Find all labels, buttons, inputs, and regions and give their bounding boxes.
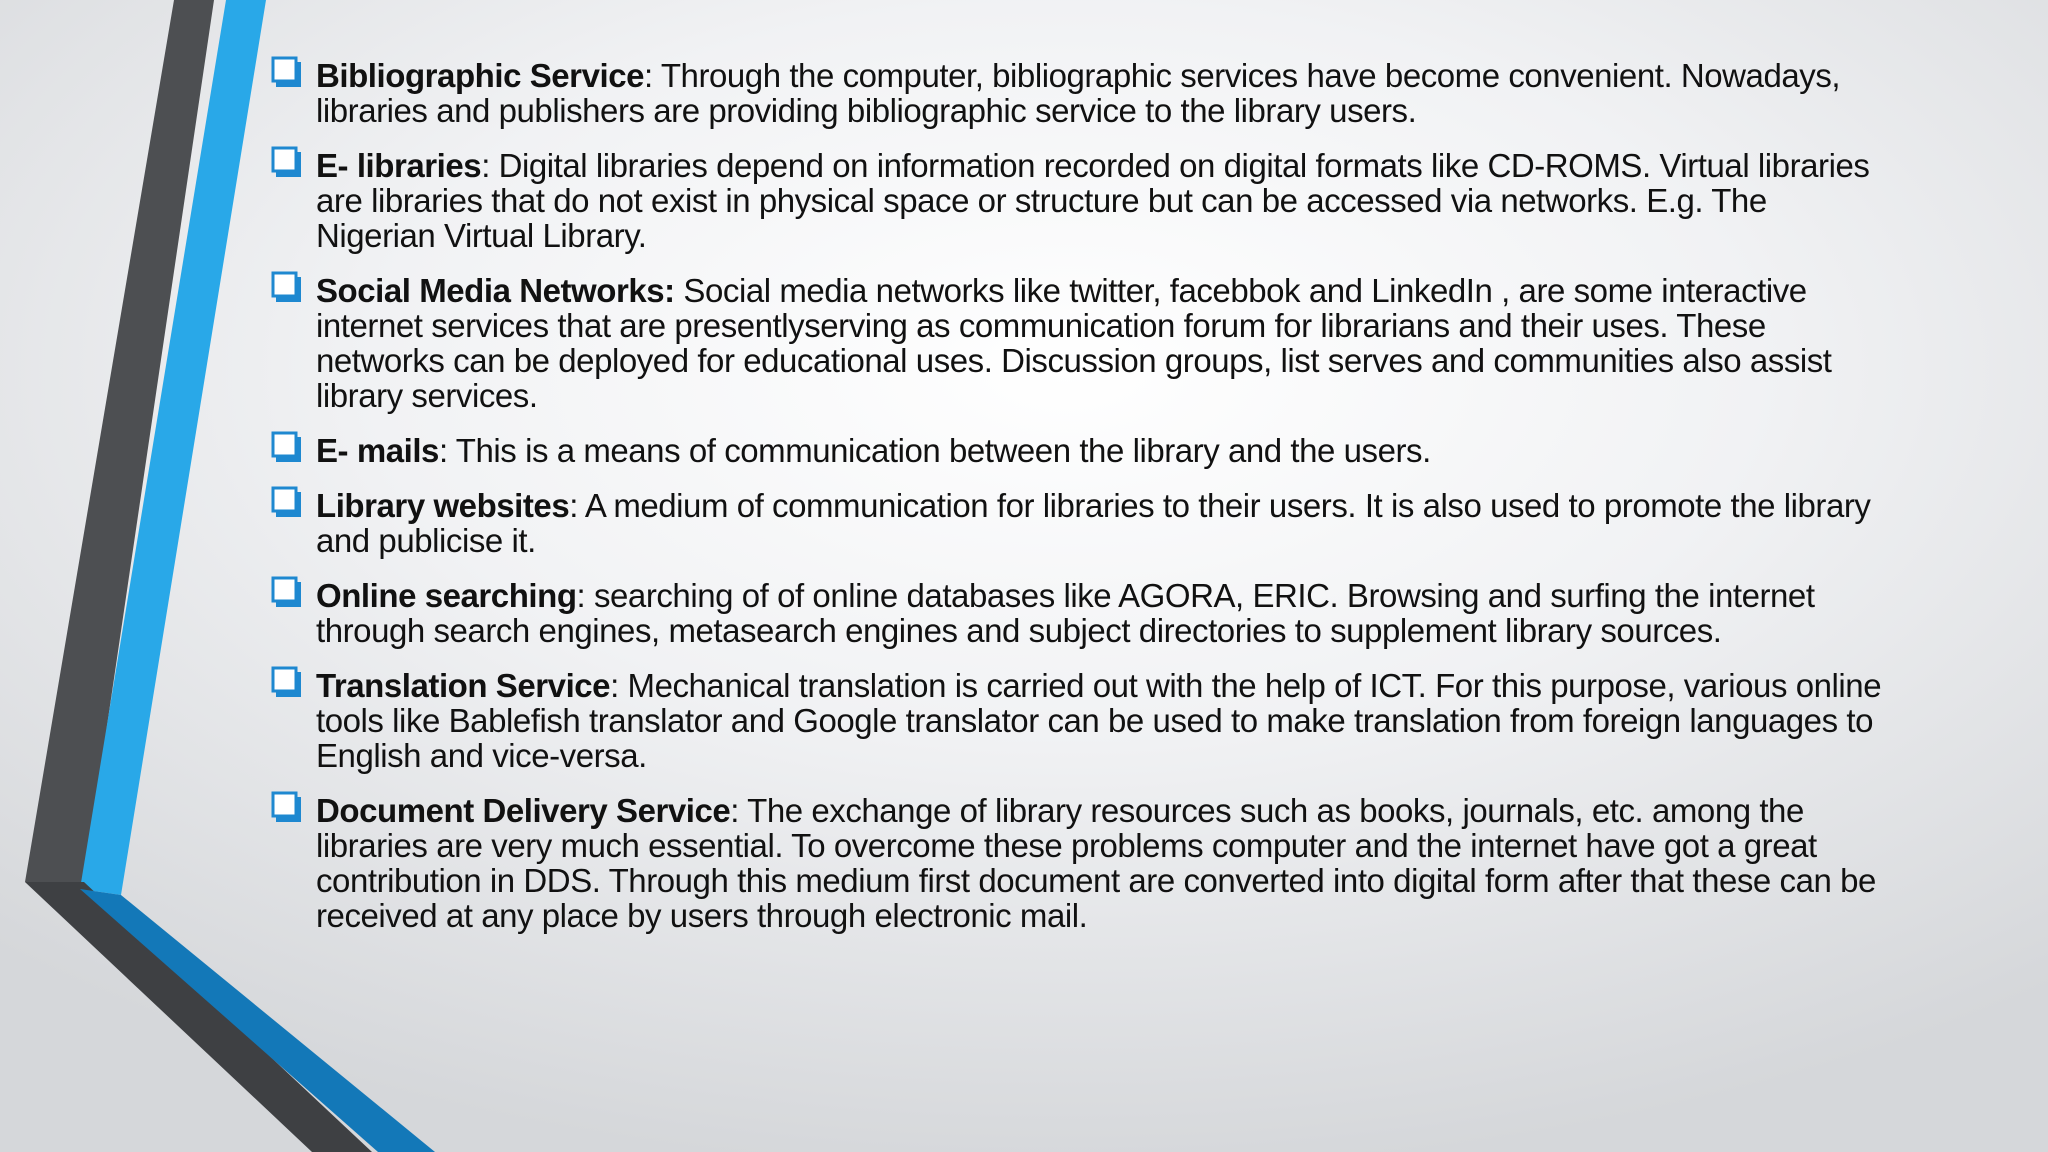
item-description: : This is a means of communication between the library and the users. bbox=[438, 432, 1431, 469]
checkbox-square-icon bbox=[270, 146, 302, 178]
item-description: : Digital libraries depend on information recorded on digital formats like CD-ROMS. Virtual libraries are libraries that do not exist in physical space or structure but can be accessed via networks. E.g. The Nigerian Virtual Library. bbox=[316, 147, 1870, 254]
item-term: Library websites bbox=[316, 487, 570, 524]
item-description: : Mechanical translation is carried out with the help of ICT. For this purpose, various online tools like Bablefish translator and Google translator can be used to make translation from foreign languages to English and vice-versa. bbox=[316, 667, 1882, 774]
item-description: : The exchange of library resources such as books, journals, etc. among the libraries are very much essential. To overcome these problems computer and the internet have got a great contribution in DDS. Through this medium first document are converted into digital form after that these can be received at any place by users through electronic mail. bbox=[316, 792, 1876, 934]
bullet-item bbox=[268, 668, 1888, 773]
bullet-list bbox=[268, 58, 1888, 953]
item-term: Document Delivery Service bbox=[316, 792, 731, 829]
bullet-item bbox=[268, 273, 1888, 413]
checkbox-square-icon bbox=[270, 486, 302, 518]
item-term: Bibliographic Service bbox=[316, 57, 644, 94]
bullet-item bbox=[268, 58, 1888, 128]
checkbox-square-icon bbox=[270, 56, 302, 88]
item-description: : A medium of communication for libraries to their users. It is also used to promote the library and publicise it. bbox=[316, 487, 1871, 559]
bullet-item bbox=[268, 578, 1888, 648]
checkbox-square-icon bbox=[270, 666, 302, 698]
bullet-item bbox=[268, 488, 1888, 558]
checkbox-square-icon bbox=[270, 791, 302, 823]
checkbox-square-icon bbox=[270, 431, 302, 463]
checkbox-square-icon bbox=[270, 271, 302, 303]
checkbox-square-icon bbox=[270, 576, 302, 608]
bullet-item bbox=[268, 433, 1888, 468]
item-description: Social media networks like twitter, facebbok and LinkedIn , are some interactive internet services that are presentlyserving as communication forum for librarians and their uses. These networks can be deployed for educational uses. Discussion groups, list serves and communities also assist library services. bbox=[316, 272, 1832, 414]
item-description: : searching of of online databases like AGORA, ERIC. Browsing and surfing the internet through search engines, metasearch engines and subject directories to supplement library sources. bbox=[316, 577, 1815, 649]
item-term: E- mails bbox=[316, 432, 439, 469]
bullet-item bbox=[268, 148, 1888, 253]
item-term: Online searching bbox=[316, 577, 577, 614]
item-term: E- libraries bbox=[316, 147, 482, 184]
bullet-item bbox=[268, 793, 1888, 933]
item-term: Social Media Networks: bbox=[316, 272, 675, 309]
item-term: Translation Service bbox=[316, 667, 611, 704]
item-description: : Through the computer, bibliographic services have become convenient. Nowadays, libraries and publishers are providing bibliographic service to the library users. bbox=[316, 57, 1841, 129]
